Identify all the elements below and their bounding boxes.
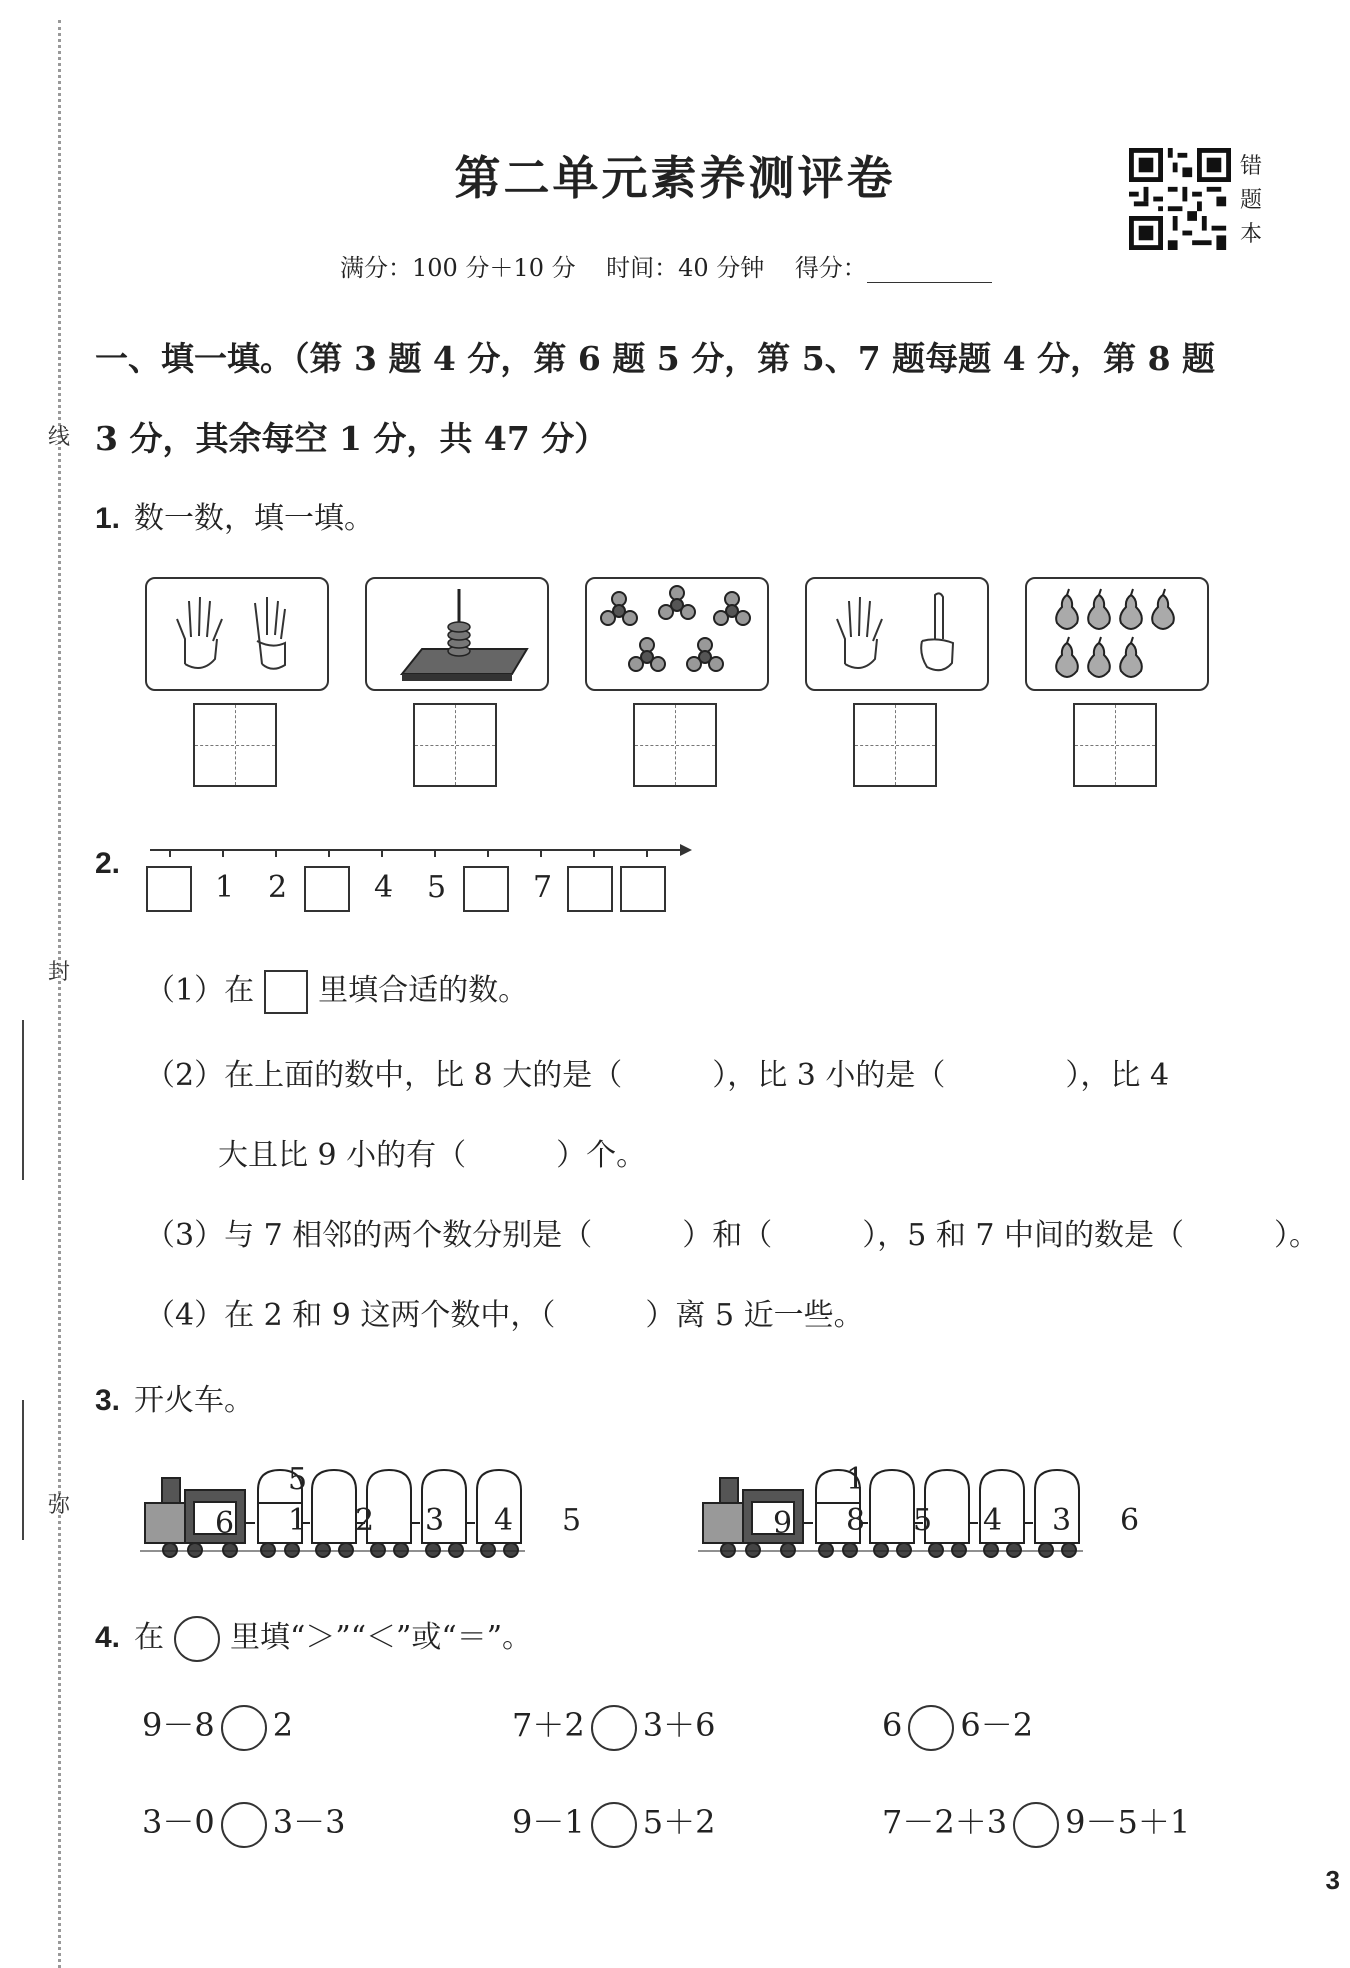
number-line xyxy=(140,840,700,860)
train-1-car-number: 5 xyxy=(562,1503,582,1538)
fidget-spinners-icon xyxy=(587,579,767,689)
train-2-car-number: 5 xyxy=(913,1503,933,1538)
comparison-item xyxy=(882,1797,1190,1848)
question-1 xyxy=(95,493,374,537)
question-number: 4. xyxy=(95,1621,121,1654)
question-3 xyxy=(95,1375,254,1419)
binding-label-xian: 线 xyxy=(48,425,71,450)
q2-part-2-line1: （2）在上面的数中，比 8 大的是（ ），比 3 小的是（ ），比 4 xyxy=(145,1058,1170,1093)
question-text: 在 xyxy=(134,1620,165,1655)
train-2-car-number: 4 xyxy=(983,1503,1003,1538)
train-1-car-number: 1 xyxy=(288,1503,308,1538)
comparison-right: 3＋6 xyxy=(642,1706,716,1744)
comparison-item xyxy=(512,1797,715,1848)
train-2 xyxy=(698,1448,1168,1563)
comparison-item xyxy=(142,1700,293,1751)
train-1-car-number: 4 xyxy=(494,1503,514,1538)
comparison-left: 3－0 xyxy=(142,1803,215,1841)
train-2-top-number: 1 xyxy=(846,1462,866,1497)
picture-abacus xyxy=(365,577,549,691)
answer-circle[interactable] xyxy=(221,1705,267,1751)
comparison-right: 2 xyxy=(272,1706,294,1744)
example-circle xyxy=(174,1616,220,1662)
number-blank-box[interactable] xyxy=(463,866,509,912)
train-1 xyxy=(140,1448,610,1563)
question-4 xyxy=(95,1612,532,1662)
answer-circle[interactable] xyxy=(908,1705,954,1751)
number-label: 2 xyxy=(268,870,288,905)
comparison-left: 6 xyxy=(882,1706,903,1744)
abacus-icon xyxy=(367,579,547,689)
score-blank[interactable] xyxy=(867,262,992,283)
train-2-car-number: 3 xyxy=(1052,1503,1072,1538)
train-2-engine-number: 9 xyxy=(773,1506,793,1541)
question-number: 2. xyxy=(95,847,121,880)
train-1-top-number: 5 xyxy=(288,1462,308,1497)
time-limit: 时间：40 分钟 xyxy=(606,254,765,282)
answer-circle[interactable] xyxy=(221,1802,267,1848)
example-box xyxy=(264,970,308,1014)
binding-dotted-line xyxy=(58,20,61,1968)
train-1-car-number: 3 xyxy=(425,1503,445,1538)
number-label: 7 xyxy=(533,870,553,905)
test-meta xyxy=(340,248,992,283)
binding-label-feng: 封 xyxy=(48,960,71,985)
q2-part-1 xyxy=(145,965,528,1014)
question-2-number xyxy=(95,846,134,881)
comparison-item xyxy=(142,1797,345,1848)
pears-icon xyxy=(1027,579,1207,689)
answer-circle[interactable] xyxy=(591,1705,637,1751)
picture-hands-eight xyxy=(145,577,329,691)
question-number: 3. xyxy=(95,1384,121,1417)
picture-hands-six xyxy=(805,577,989,691)
question-text: 开火车。 xyxy=(134,1383,255,1418)
number-blank-box[interactable] xyxy=(620,866,666,912)
section-heading-line2: 3 分，其余每空 1 分，共 47 分） xyxy=(95,419,608,458)
comparison-item xyxy=(512,1700,715,1751)
score-label: 得分： xyxy=(794,254,867,282)
comparison-right: 3－3 xyxy=(272,1803,346,1841)
binding-rule xyxy=(22,1400,24,1540)
train-2-car-number: 6 xyxy=(1120,1503,1140,1538)
number-blank-box[interactable] xyxy=(146,866,192,912)
hands-8-icon xyxy=(147,579,327,689)
answer-grid[interactable] xyxy=(193,703,277,787)
comparison-left: 7＋2 xyxy=(512,1706,585,1744)
answer-grid[interactable] xyxy=(1073,703,1157,787)
page-number: 3 xyxy=(1325,1865,1340,1895)
q2-part-1-text: （1）在 xyxy=(145,973,255,1008)
binding-label-mi: 弥 xyxy=(48,1493,71,1518)
q2-part-3: （3）与 7 相邻的两个数分别是（ ）和（ ），5 和 7 中间的数是（ ）。 xyxy=(145,1218,1320,1253)
comparison-right: 6－2 xyxy=(960,1706,1034,1744)
question-text: 里填“＞”“＜”或“＝”。 xyxy=(230,1620,533,1655)
page-title: 第二单元素养测评卷 xyxy=(454,151,896,205)
number-label: 5 xyxy=(427,870,447,905)
question-number: 1. xyxy=(95,502,121,535)
comparison-left: 7－2＋3 xyxy=(882,1803,1008,1841)
question-text: 数一数，填一填。 xyxy=(134,501,375,536)
hands-6-icon xyxy=(807,579,987,689)
qr-caption: 错题本 xyxy=(1240,154,1263,247)
number-label: 1 xyxy=(215,870,235,905)
number-label: 4 xyxy=(374,870,394,905)
section-heading-line1: 一、填一填。（第 3 题 4 分，第 6 题 5 分，第 5、7 题每题 4 分，第 8 题 xyxy=(95,339,1216,378)
answer-grid[interactable] xyxy=(413,703,497,787)
number-blank-box[interactable] xyxy=(567,866,613,912)
comparison-right: 9－5＋1 xyxy=(1065,1803,1191,1841)
train-1-engine-number: 6 xyxy=(215,1506,235,1541)
comparison-item xyxy=(882,1700,1033,1751)
q2-part-1-text: 里填合适的数。 xyxy=(318,973,529,1008)
train-2-car-number: 8 xyxy=(846,1503,866,1538)
answer-circle[interactable] xyxy=(591,1802,637,1848)
picture-fidget-spinners xyxy=(585,577,769,691)
comparison-left: 9－8 xyxy=(142,1706,215,1744)
answer-grid[interactable] xyxy=(853,703,937,787)
answer-grid[interactable] xyxy=(633,703,717,787)
train-1-car-number: 2 xyxy=(355,1503,375,1538)
number-blank-box[interactable] xyxy=(304,866,350,912)
comparison-left: 9－1 xyxy=(512,1803,585,1841)
qr-code-icon[interactable] xyxy=(1128,148,1232,250)
binding-rule xyxy=(22,1020,24,1180)
full-score: 满分：100 分＋10 分 xyxy=(340,254,576,282)
q2-part-2-line2: 大且比 9 小的有（ ）个。 xyxy=(218,1138,647,1173)
picture-pears xyxy=(1025,577,1209,691)
q2-part-4: （4）在 2 和 9 这两个数中，（ ）离 5 近一些。 xyxy=(145,1298,864,1333)
answer-circle[interactable] xyxy=(1013,1802,1059,1848)
comparison-right: 5＋2 xyxy=(642,1803,716,1841)
